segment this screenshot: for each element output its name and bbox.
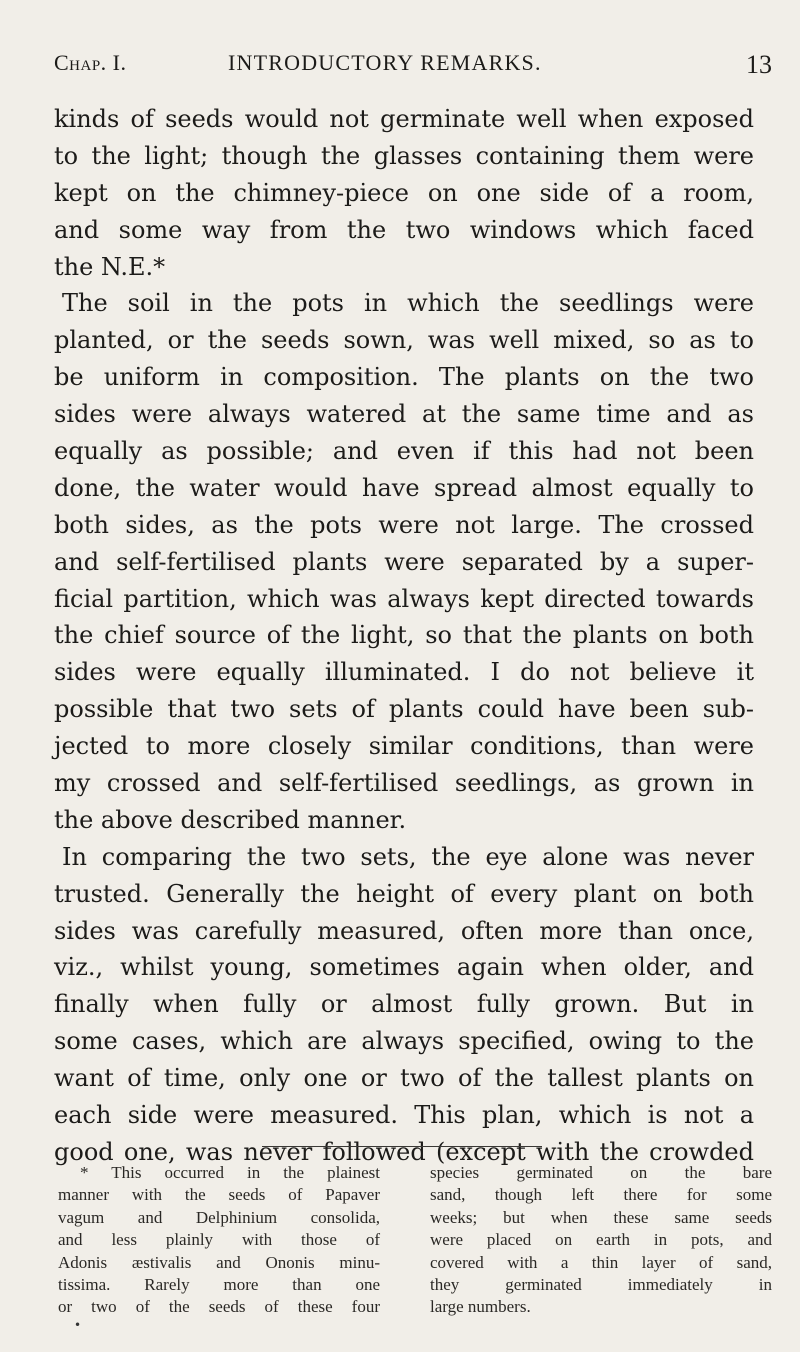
body-line: trusted. Generally the height of every plant on both	[54, 879, 754, 908]
body-line: to the light; though the glasses containing them were	[54, 141, 754, 170]
footnote-line: they germinated immediately in	[430, 1274, 772, 1294]
body-line: and some way from the two windows which faced	[54, 215, 754, 244]
footnote-line: sand, though left there for some	[430, 1185, 772, 1205]
footnote-rule	[262, 1146, 542, 1147]
chapter-label: Chap. I.	[54, 50, 127, 75]
body-line: done, the water would have spread almost equally to	[54, 473, 754, 502]
body-line: the N.E.*	[54, 252, 166, 281]
body-text	[54, 101, 754, 1171]
body-line: planted, or the seeds sown, was well mixed, so as to	[54, 326, 754, 355]
body-line: viz., whilst young, sometimes again when older, and	[54, 953, 754, 982]
body-line: want of time, only one or two of the tallest plants on	[54, 1064, 754, 1093]
footnote-line: large numbers.	[430, 1297, 531, 1317]
body-line: equally as possible; and even if this had not been	[54, 437, 754, 466]
body-line: and self-fertilised plants were separated by a super-	[54, 547, 754, 576]
running-header	[52, 50, 772, 90]
footnote-line: manner with the seeds of Papaver	[58, 1185, 380, 1205]
body-line: kinds of seeds would not germinate well when exposed	[54, 105, 754, 133]
body-line: be uniform in composition. The plants on the two	[54, 363, 754, 392]
footnote-line: * This occurred in the plainest	[80, 1163, 380, 1182]
body-line: the chief source of the light, so that the plants on both	[54, 621, 754, 650]
body-line: good one, was never followed (except with the crowded	[54, 1137, 754, 1166]
footnote-line: species germinated on the bare	[430, 1163, 772, 1182]
body-line: the above described manner.	[54, 805, 407, 834]
body-line: The soil in the pots in which the seedlings were	[62, 289, 754, 318]
footnote-line: or two of the seeds of these four	[58, 1297, 380, 1317]
body-line: In comparing the two sets, the eye alone was never	[62, 842, 754, 871]
running-title: INTRODUCTORY REMARKS.	[228, 50, 542, 75]
footnote-line: and less plainly with those of	[58, 1230, 380, 1250]
footnote-line: were placed on earth in pots, and	[430, 1230, 772, 1250]
body-line: kept on the chimney-piece on one side of a room,	[54, 178, 754, 207]
body-line: ficial partition, which was always kept directed towards	[54, 584, 754, 613]
body-line: both sides, as the pots were not large. The crossed	[54, 510, 754, 539]
footnote-line: tissima. Rarely more than one	[58, 1274, 380, 1294]
body-line: jected to more closely similar conditions, than were	[54, 732, 754, 761]
body-line: sides were always watered at the same time and as	[54, 400, 754, 429]
body-line: my crossed and self-fertilised seedlings, as grown in	[54, 769, 754, 798]
page-number: 13	[746, 50, 772, 79]
footnote-column-right	[430, 1162, 772, 1319]
footnote-line: weeks; but when these same seeds	[430, 1207, 772, 1227]
footnote-line: covered with a thin layer of sand,	[430, 1252, 772, 1272]
body-line: possible that two sets of plants could have been sub-	[54, 695, 754, 724]
body-line: each side were measured. This plan, which is not a	[54, 1101, 754, 1130]
footnote-line: vagum and Delphinium consolida,	[58, 1207, 380, 1227]
body-line: sides were equally illuminated. I do not believe it	[54, 658, 754, 687]
body-line: some cases, which are always specified, owing to the	[54, 1027, 754, 1056]
body-line: sides was carefully measured, often more than once,	[54, 916, 754, 945]
printer-mark: •	[74, 1318, 82, 1332]
body-line: finally when fully or almost fully grown. But in	[54, 990, 754, 1019]
footnote-line: Adonis æstivalis and Ononis minu-	[58, 1252, 380, 1272]
footnote-column-left	[58, 1162, 380, 1319]
